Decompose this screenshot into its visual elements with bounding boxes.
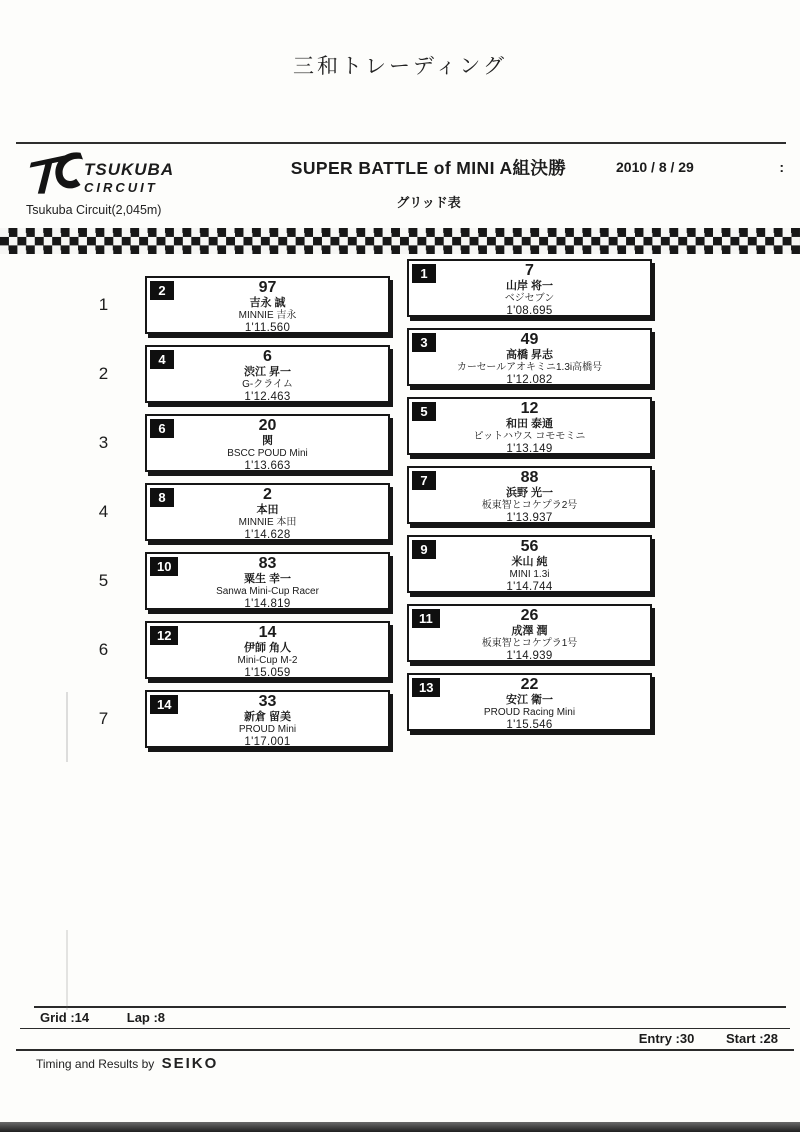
grid-row [62, 345, 390, 403]
grid-position-badge: 10 [150, 557, 178, 576]
team-name: MINNIE 本田 [238, 516, 297, 528]
grid-row-number: 3 [98, 433, 109, 452]
grid-position-badge: 7 [412, 471, 436, 490]
grid-row [62, 690, 390, 748]
driver-name: 浜野 光一 [505, 486, 554, 499]
grid-row [62, 552, 390, 610]
scan-edge-bar [0, 1122, 800, 1132]
grid-row [62, 483, 390, 541]
entry-count-label: Entry :30 [638, 1031, 695, 1046]
grid-card [145, 414, 390, 472]
grid-card [145, 690, 390, 748]
team-name: ベジセブン [504, 292, 555, 304]
tsukuba-circuit-logo-icon [26, 149, 88, 201]
qualifying-time: 1'14.819 [244, 597, 291, 610]
grid-position-badge: 4 [150, 350, 174, 369]
team-name: BSCC POUD Mini [227, 447, 308, 459]
lap-count-label: Lap :8 [126, 1010, 166, 1025]
team-name: ピットハウス コモモミニ [473, 430, 586, 442]
team-name: カーセールアオキミニ1.3i高橋号 [456, 361, 603, 373]
qualifying-time: 1'12.082 [506, 373, 553, 386]
car-number: 7 [525, 262, 534, 279]
grid-position-badge: 13 [412, 678, 440, 697]
car-number: 14 [258, 624, 277, 641]
qualifying-time: 1'13.149 [506, 442, 553, 455]
grid-right-column [407, 259, 652, 742]
qualifying-time: 1'14.939 [506, 649, 553, 662]
driver-name: 成澤 潤 [511, 624, 548, 637]
grid-card [145, 552, 390, 610]
car-number: 26 [520, 607, 539, 624]
tsukuba-logo-block [26, 149, 241, 224]
grid-card [407, 466, 652, 524]
team-name: 板東智とコケプラ1号 [481, 637, 578, 649]
car-number: 49 [520, 331, 539, 348]
qualifying-time: 1'13.663 [244, 459, 291, 472]
timing-credit-text: Timing and Results by [36, 1057, 155, 1071]
header [0, 144, 800, 224]
grid-card [407, 535, 652, 593]
driver-name: 和田 泰通 [505, 417, 554, 430]
team-name: PROUD Racing Mini [483, 706, 576, 718]
car-number: 33 [258, 693, 277, 710]
grid-row-number: 7 [98, 709, 109, 728]
grid-row-number: 5 [98, 571, 109, 590]
timing-credit [0, 1051, 800, 1072]
grid-row-number: 4 [98, 502, 109, 521]
logo-circuit-text: CIRCUIT [84, 180, 158, 195]
start-count-label: Start :28 [725, 1031, 778, 1046]
driver-name: 関 [262, 434, 273, 447]
grid-position-badge: 5 [412, 402, 436, 421]
team-name: Mini-Cup M-2 [237, 654, 298, 666]
grid-position-badge: 6 [150, 419, 174, 438]
grid-position-badge: 1 [412, 264, 436, 283]
grid-row-number: 1 [98, 295, 109, 314]
qualifying-time: 1'17.001 [244, 735, 291, 748]
starting-grid [0, 254, 800, 774]
qualifying-time: 1'13.937 [506, 511, 553, 524]
driver-name: 粟生 幸一 [243, 572, 292, 585]
qualifying-time: 1'12.463 [244, 390, 291, 403]
grid-row-number: 2 [98, 364, 109, 383]
car-number: 97 [258, 279, 277, 296]
car-number: 6 [263, 348, 272, 365]
driver-name: 高橋 昇志 [505, 348, 554, 361]
car-number: 56 [520, 538, 539, 555]
grid-row-number: 6 [98, 640, 109, 659]
qualifying-time: 1'14.744 [506, 580, 553, 593]
event-date: 2010 / 8 / 29 [616, 159, 694, 175]
event-title: SUPER BATTLE of MINI A組決勝 [290, 158, 567, 178]
grid-card [407, 259, 652, 317]
grid-position-badge: 9 [412, 540, 436, 559]
grid-count-label: Grid :14 [40, 1010, 90, 1025]
grid-position-badge: 11 [412, 609, 440, 628]
grid-position-badge: 14 [150, 695, 178, 714]
team-name: G-クライム [242, 378, 293, 390]
grid-sheet-subtitle: グリッド表 [396, 195, 461, 210]
grid-row [62, 414, 390, 472]
driver-name: 新倉 留美 [243, 710, 292, 723]
grid-position-badge: 8 [150, 488, 174, 507]
driver-name: 伊師 角人 [243, 641, 292, 654]
checkered-flag-band [0, 228, 800, 254]
grid-card [145, 621, 390, 679]
grid-card [145, 276, 390, 334]
driver-name: 吉永 誠 [249, 296, 286, 309]
date-colon: : [779, 159, 784, 175]
grid-card [407, 397, 652, 455]
grid-position-badge: 2 [150, 281, 174, 300]
grid-position-badge: 12 [150, 626, 178, 645]
qualifying-time: 1'14.628 [244, 528, 291, 541]
grid-card [407, 328, 652, 386]
driver-name: 安江 衛一 [505, 693, 554, 706]
driver-name: 渋江 昇一 [243, 365, 292, 378]
qualifying-time: 1'15.546 [506, 718, 553, 731]
team-name: 板東智とコケプラ2号 [481, 499, 578, 511]
qualifying-time: 1'11.560 [244, 321, 291, 334]
car-number: 88 [520, 469, 539, 486]
circuit-length-label: Tsukuba Circuit(2,045m) [26, 203, 162, 217]
qualifying-time: 1'08.695 [506, 304, 553, 317]
grid-card [145, 345, 390, 403]
team-name: Sanwa Mini-Cup Racer [216, 585, 319, 597]
team-name: MINNIE 吉永 [238, 309, 297, 321]
company-title: 三和トレーディング [293, 55, 507, 78]
grid-card [407, 604, 652, 662]
driver-name: 山岸 将一 [505, 279, 554, 292]
car-number: 12 [520, 400, 539, 417]
car-number: 83 [258, 555, 277, 572]
grid-row [62, 276, 390, 334]
seiko-brand: SEIKO [161, 1055, 219, 1072]
grid-left-column [62, 276, 390, 759]
team-name: MINI 1.3i [509, 568, 550, 580]
scan-artifact [66, 930, 68, 1010]
car-number: 22 [520, 676, 539, 693]
team-name: PROUD Mini [238, 723, 297, 735]
qualifying-time: 1'15.059 [244, 666, 291, 679]
grid-row [62, 621, 390, 679]
footer-stats-right [0, 1029, 800, 1049]
car-number: 20 [258, 417, 277, 434]
grid-card [407, 673, 652, 731]
car-number: 2 [263, 486, 272, 503]
grid-position-badge: 3 [412, 333, 436, 352]
scan-artifact [66, 692, 68, 762]
logo-tsukuba-text: TSUKUBA [84, 160, 175, 179]
footer [0, 1006, 800, 1072]
driver-name: 米山 純 [511, 555, 548, 568]
footer-stats-left [0, 1008, 800, 1028]
grid-card [145, 483, 390, 541]
driver-name: 本田 [256, 503, 279, 516]
